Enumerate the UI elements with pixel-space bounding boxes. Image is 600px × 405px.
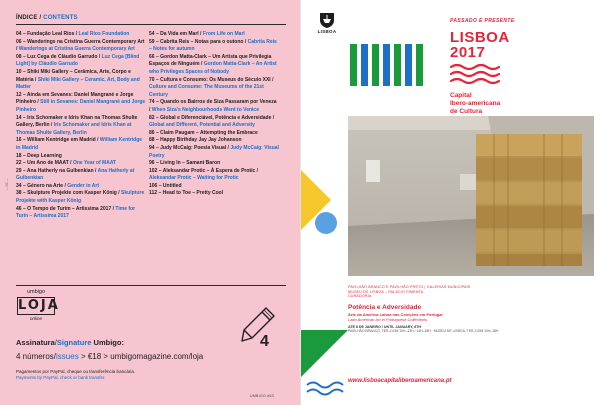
toc-entry-en: One Year of MAAT <box>72 160 117 167</box>
toc-entry[interactable] <box>16 160 146 168</box>
toc-entry-pt: 88 – Happy Birthday Jay Jay Johanson <box>149 137 242 144</box>
umbigo-loja-logo[interactable] <box>16 289 60 327</box>
toc-entry-en: Wanderings at Cristina Guerra Contemporary Art <box>18 46 135 53</box>
toc-entry-pt: 04 – Fundação Leal Rios / <box>16 31 79 37</box>
toc-entry-en: Shiki Miki Gallery – Ceramic, Art, Body and Matter <box>16 76 140 91</box>
toc-entry-pt: 14 – Iris Schomaker e Idris Khan na Thomas Shulte Gallery, Berlin / <box>16 114 138 129</box>
toc-entry[interactable] <box>16 115 146 138</box>
toc-entry-en: Judy McCaig: Visual Poetry <box>149 144 279 159</box>
toc-entry[interactable] <box>149 99 279 114</box>
toc-entry-en: Aleksandar Protic – Waiting for Protic <box>149 175 239 182</box>
toc-entry[interactable] <box>16 69 146 92</box>
exhibition-caption <box>348 285 594 333</box>
decorative-bottom-shapes <box>301 330 348 405</box>
toc-entry-pt: 08 – Luz Cega de Cláudio Garrudo / <box>16 53 102 60</box>
subscription-title-sep: / <box>54 338 57 347</box>
toc-column-2 <box>149 31 279 198</box>
toc-entry[interactable] <box>149 115 279 130</box>
ad-year: 2017 <box>450 44 486 61</box>
toc-entry[interactable] <box>16 39 146 54</box>
toc-entry[interactable] <box>16 190 146 205</box>
exhibition-subtitle-pt: Arte da América Latina nas Coleções em Portugal <box>348 311 443 317</box>
toc-entry-en: Time for Turin – Artissima 2017 <box>16 205 136 220</box>
subscription-title-pt: Assinatura <box>16 338 55 347</box>
toc-entry-pt: 22 – Um Ano de MAAT / <box>16 160 73 167</box>
pencil-four-icon <box>238 300 280 348</box>
subscription-price[interactable] <box>16 352 203 361</box>
venue-line-3: CURADORIA <box>348 294 372 299</box>
toc-entry[interactable] <box>16 137 146 152</box>
toc-entry-en: Gender in Art <box>67 182 99 189</box>
toc-entry[interactable] <box>16 206 146 221</box>
toc-entry-pt: 82 – Global e Diferenciável, Potência e Adversidade / <box>149 114 275 121</box>
toc-entry-pt: 46 – O Tempo de Turim – Artissima 2017 / <box>16 205 116 212</box>
toc-entry-en: Cabrita Reis – Notes for autumn <box>149 38 277 53</box>
toc-entry[interactable] <box>16 168 146 183</box>
subscription-price-rest: > €18 > umbigomagazine.com/loja <box>78 352 204 361</box>
toc-entry[interactable] <box>16 31 146 39</box>
toc-entry[interactable] <box>149 183 279 191</box>
subscription-price-pt: 4 números/ <box>16 352 57 361</box>
toc-entry[interactable] <box>149 145 279 160</box>
toc-entry[interactable] <box>16 92 146 115</box>
ad-capital-text <box>450 92 500 116</box>
lisboa-crest-icon <box>317 11 337 29</box>
toc-entry-en: Culture and Consume: The Museums of the 21st Century <box>149 84 264 98</box>
page-mark: UMBIGO #63 <box>250 394 275 398</box>
logo-online-text: online <box>29 316 42 321</box>
toc-entry-en: Ana Hatherly at Gulbenkian <box>16 167 135 182</box>
capital-line-1: Capital <box>450 92 472 99</box>
logo-loja-text: LOJA <box>18 298 60 313</box>
venue-line-2: MUSEU DE LISBOA – PALÁCIO PIMENTA <box>348 289 424 294</box>
toc-entry-en: William Kentridge in Madrid <box>16 137 143 151</box>
toc-entry-en: Skulpture Projekte with Kasper König <box>16 190 145 205</box>
toc-entry[interactable] <box>149 137 279 145</box>
toc-entry-en: Global and Different, Potential and Adversity <box>149 122 255 129</box>
ad-title: LISBOA <box>450 29 510 46</box>
logo-umbigo-text: umbigo <box>26 289 46 295</box>
toc-entry-en: When Siza's Neighbourhoods Went to Venice <box>151 106 259 113</box>
toc-entry-pt: 102 – Aleksandar Protic – À Espera de Protic / <box>149 167 259 174</box>
toc-entry-pt: 94 – Judy McCaig: Poesia Visual / <box>149 144 231 151</box>
venue-line-1: PAVILHÃO BRANCO E PAVILHÃO PRETO | GALERIAS MUNICIPAIS <box>348 285 471 289</box>
toc-entry-pt: 74 – Quando os Bairros de Siza Passaram por Veneza / <box>149 99 277 113</box>
toc-header <box>16 15 78 21</box>
crest-label: LISBOA <box>317 29 337 34</box>
toc-entry-pt: 34 – Género na Arte / <box>16 182 68 189</box>
toc-entry[interactable] <box>149 168 279 183</box>
toc-header-pt: ÍNDICE <box>16 15 38 21</box>
toc-entry[interactable] <box>149 39 279 54</box>
toc-entry-pt: 10 – Shiki Miki Gallery – Cerâmica, Arte, Corpo e Matéria / <box>16 68 131 83</box>
toc-entry-pt: 06 – Wanderings na Cristina Guerra Contemporary Art / <box>16 38 145 53</box>
toc-entry-pt: 38 – Skulpture Projekte com Kasper König / <box>16 190 122 197</box>
toc-column-1 <box>16 31 146 221</box>
toc-entry-pt: 112 – Head to Toe – Pretty Cool <box>149 190 224 197</box>
subscription-title <box>16 338 124 347</box>
toc-entry[interactable] <box>149 190 279 198</box>
toc-entry-pt: 59 – Cabrita Reis – Notas para o outono / <box>149 38 248 45</box>
exhibition-title: Potência e Adversidade <box>348 303 422 311</box>
toc-header-sep: / <box>37 15 44 21</box>
gallery-photo-hay-bales <box>348 116 594 276</box>
toc-entry[interactable] <box>149 31 279 39</box>
payment-note-en: Payments by PayPal, check or bank transfer. <box>16 375 106 380</box>
toc-entry-en: Leal Rios Foundation <box>78 31 130 37</box>
side-page-number: – 02 – <box>4 178 9 190</box>
payment-note-pt: Pagamentos por PayPal, cheque ou transferência bancária. <box>16 369 136 374</box>
decorative-blue-circle <box>315 212 337 234</box>
toc-entry[interactable] <box>16 54 146 69</box>
subscription-price-en: issues <box>56 352 79 361</box>
toc-divider <box>16 24 286 25</box>
toc-entry-en: Iris Schomaker and Idris Khan at Thomas Shulte Gallery, Berlin <box>16 122 132 136</box>
toc-entry-pt: 54 – Da Vida em Marl / <box>149 31 203 37</box>
toc-entry-en: From Life on Marl <box>202 31 245 37</box>
capital-line-3: de Cultura <box>450 108 483 115</box>
toc-entry[interactable] <box>16 153 146 161</box>
toc-entry-pt: 18 – Deep Learning <box>16 152 62 159</box>
toc-entry-en: Still in Sevanes: Daniel Mangrané and Jorge Pinheiro <box>16 99 146 113</box>
decorative-stripes <box>348 44 428 86</box>
toc-entry[interactable] <box>149 130 279 138</box>
ad-url-link[interactable]: www.lisboacapitaliberoamericana.pt <box>348 378 452 384</box>
subscription-title-brand: Umbigo: <box>91 338 124 347</box>
toc-entry[interactable] <box>149 54 279 77</box>
ad-kicker: PASSADO E PRESENTE <box>450 18 515 24</box>
subscription-divider <box>16 285 286 286</box>
wave-lines-icon <box>449 63 501 87</box>
toc-entry-pt: 70 – Cultura e Consumo: Os Museus do Século XXI / <box>149 76 274 83</box>
toc-entry[interactable] <box>149 160 279 168</box>
toc-entry-pt: 86 – Claim Paugam – Attempting the Embrace <box>149 129 258 136</box>
toc-entry[interactable] <box>16 183 146 191</box>
toc-header-en: CONTENTS <box>43 15 78 21</box>
toc-entry-pt: 96 – Living In – Samant Baron <box>149 160 221 167</box>
right-page-ad <box>300 0 600 405</box>
toc-entry-pt: 16 – William Kentridge em Madrid / <box>16 137 100 144</box>
toc-entry-pt: 29 – Ana Hatherly na Gulbenkian / <box>16 167 98 174</box>
capital-line-2: Ibero-americana <box>450 100 501 107</box>
exhibition-subtitle-en: Latin American Art in Portuguese Collections <box>348 316 428 322</box>
toc-entry-pt: 12 – Ainda em Sevanes: Daniel Mangrané e Jorge Pinheiro / <box>16 91 134 106</box>
exhibition-hours: PAVILHÃO BRANCO, TER–DOM 10H–13H / 14H–18H · MUSEU DE LISBOA, TER–DOM 10H–18H <box>348 328 499 333</box>
svg-text:4: 4 <box>260 333 269 348</box>
exhibition-dates: ATÉ 8 DE JANEIRO / UNTIL JANUARY, 8TH <box>348 324 422 329</box>
subscription-title-en: Signature <box>56 338 92 347</box>
toc-entry-pt: 66 – Gordon Matta-Clark – Um Artista que Privilegia Espaços de Ninguém / <box>149 53 272 68</box>
toc-entry-pt: 106 – Untitled <box>149 182 182 189</box>
toc-entry[interactable] <box>149 77 279 100</box>
toc-entry-en: Luz Cega [Blind Light] by Cláudio Garrudo <box>16 53 140 68</box>
toc-entry-en: Gordon Matta-Clark – An Artist who Privileges Spaces of Nobody <box>149 61 277 75</box>
